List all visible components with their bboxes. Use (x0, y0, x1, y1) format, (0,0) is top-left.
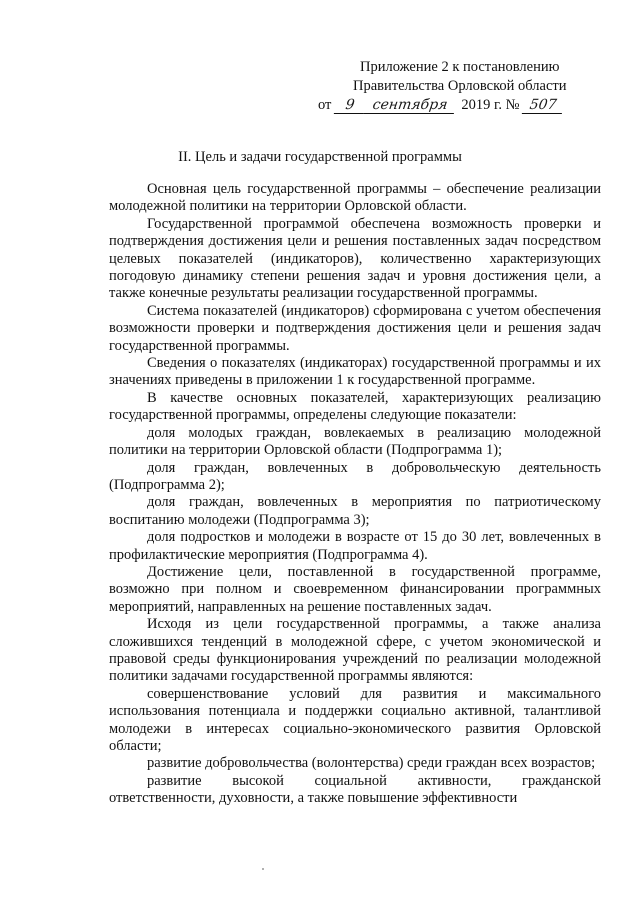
paragraph: развитие добровольчества (волонтерства) среди граждан всех возрастов; (147, 755, 596, 772)
handwritten-month: сентября (364, 97, 456, 114)
handwritten-day: 9 (334, 97, 366, 114)
paragraph: развитие высокой социальной активности, гражданской ответственности, духовности, а также повышение эффективности (109, 772, 601, 807)
paragraph: совершенствование условий для развития и максимального использования потенциала и поддержки социально активной, талантливой молодежи в интересах социально-экономического развития Орловской области; (109, 685, 601, 754)
paragraph: доля молодых граждан, вовлекаемых в реализацию молодежной политики на территории Орловской области (Подпрограмма 1); (109, 424, 601, 459)
date-number-line (318, 96, 618, 115)
paragraph: доля граждан, вовлеченных в мероприятия по патриотическому воспитанию молодежи (Подпрограмма 3); (109, 494, 601, 528)
paragraph: Сведения о показателях (индикаторах) государственной программы и их значениях приведены в приложении 1 к государственной программе. (109, 355, 601, 389)
paragraph: Исходя из цели государственной программы, а также анализа сложившихся тенденций в молодежной сфере, с учетом экономической и правовой среды функционирования учреждений по реализации молодежной политики задачами государственной программы являются: (109, 616, 601, 685)
paragraph: Система показателей (индикаторов) сформирована с учетом обеспечения возможности проверки и подтверждения достижения цели и решения задач государственной программы. (109, 302, 601, 354)
handwritten-number: 507 (522, 97, 564, 114)
paragraph: Государственной программой обеспечена возможность проверки и подтверждения достижения цели и решения поставленных задач посредством целевых показателей (индикаторов), количественно характеризующих погодовую динамику степени решения задач и уровня достижения цели, а также конечные результаты реализации государственной программы. (109, 215, 601, 302)
date-prefix: от (318, 97, 332, 113)
document-body (109, 181, 601, 808)
document-header (318, 58, 618, 115)
year-and-number-label: 2019 г. № (461, 97, 520, 113)
paragraph: В качестве основных показателей, характеризующих реализацию государственной программы, определены следующие показатели: (109, 389, 601, 424)
scan-speck (262, 868, 264, 870)
paragraph: доля подростков и молодежи в возрасте от 15 до 30 лет, вовлеченных в профилактические мероприятия (Подпрограмма 4). (109, 529, 601, 563)
paragraph: Достижение цели, поставленной в государственной программе, возможно при полном и своевременном финансировании программных мероприятий, направленных на решение поставленных задач. (109, 563, 601, 615)
appendix-line: Приложение 2 к постановлению (360, 59, 560, 75)
paragraph: Основная цель государственной программы – обеспечение реализации молодежной политики на территории Орловской области. (109, 181, 601, 215)
section-title: II. Цель и задачи государственной программы (178, 149, 462, 165)
government-line: Правительства Орловской области (353, 78, 567, 94)
paragraph: доля граждан, вовлеченных в добровольческую деятельность (Подпрограмма 2); (109, 459, 601, 493)
